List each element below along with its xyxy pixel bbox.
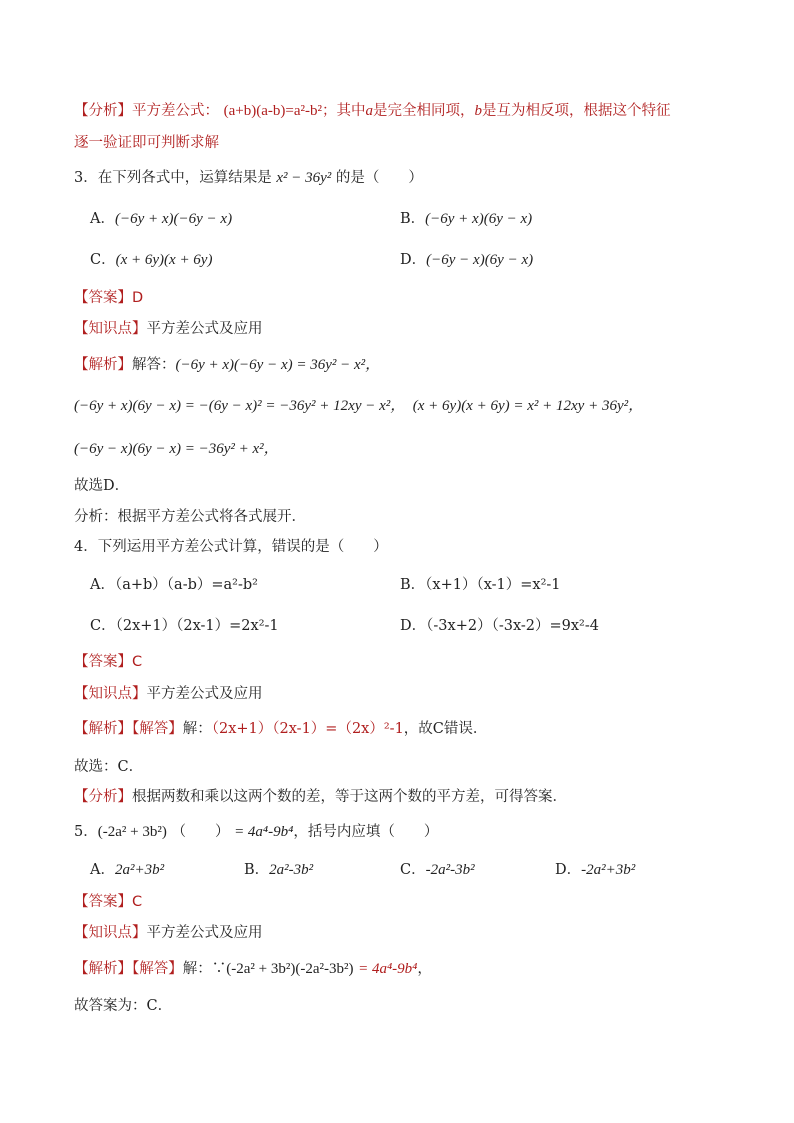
q5-answer <box>74 893 142 911</box>
intro-line-1 <box>74 102 670 120</box>
q5-blank: （ ） <box>171 824 230 840</box>
q5-option-a[interactable] <box>90 861 164 879</box>
option-value: (−6y − x)(6y − x) <box>426 252 534 268</box>
summary-text: 根据两数和乘以这两个数的差，等于这两个数的平方差，可得答案． <box>132 789 567 805</box>
option-value: (−6y + x)(6y − x) <box>425 211 533 227</box>
option-value: （x+1）（x-1）=x²-1 <box>425 577 561 593</box>
q3-summary: 分析：根据平方差公式将各式展开． <box>74 509 306 525</box>
tag-analysis: 【解析】 <box>74 357 132 373</box>
tag-analysis: 【分析】 <box>74 789 132 805</box>
q3-option-a[interactable] <box>90 210 232 228</box>
q3-stem <box>74 169 423 187</box>
q5-option-b[interactable] <box>244 861 313 879</box>
analysis-text: 解答： <box>132 357 176 373</box>
analysis-prefix: 解：∵ <box>182 961 227 977</box>
q4-summary <box>74 788 567 806</box>
q4-answer <box>74 653 142 671</box>
tag-knowledge: 【知识点】 <box>74 925 147 941</box>
option-value: (−6y + x)(−6y − x) <box>114 211 233 227</box>
tag-analysis: 【分析】 <box>74 103 132 119</box>
intro-line-2: 逐一验证即可判断求解 <box>74 135 219 151</box>
knowledge-text: 平方差公式及应用 <box>146 686 263 702</box>
analysis-result: = 4a⁴-9b⁴ <box>358 961 418 977</box>
tag-analysis-answer: 【解析】【解答】 <box>74 961 183 977</box>
option-label: A． <box>90 862 115 878</box>
q4-option-c[interactable] <box>90 617 279 635</box>
q5-conclusion: 故答案为：C． <box>74 998 173 1014</box>
option-label: D． <box>400 618 427 634</box>
q3-option-c[interactable] <box>90 251 212 269</box>
analysis-suffix: ，故C错误． <box>403 721 488 737</box>
q3-option-d[interactable] <box>400 251 533 269</box>
option-label: D． <box>400 252 427 268</box>
q5-option-c[interactable] <box>400 861 475 879</box>
intro-formula: (a+b)(a-b)=a²-b² <box>223 103 322 119</box>
option-label: B． <box>400 211 426 227</box>
q5-number: 5． <box>74 824 98 840</box>
q4-option-b[interactable] <box>400 576 561 594</box>
option-value: （-3x+2）（-3x-2）=9x²-4 <box>426 618 599 634</box>
answer-value: D <box>132 290 144 306</box>
option-value: (x + 6y)(x + 6y) <box>115 252 213 268</box>
answer-value: C <box>132 654 143 670</box>
q3-stem-end: 的是（ ） <box>335 170 423 186</box>
q3-stem-text: 3．在下列各式中，运算结果是 <box>74 170 272 186</box>
tag-knowledge: 【知识点】 <box>74 321 147 337</box>
analysis-expr: (−6y + x)(−6y − x) = 36y² − x²， <box>175 357 381 373</box>
q5-stem-end: ，括号内应填（ ） <box>293 824 439 840</box>
intro-var-a: a <box>365 103 373 119</box>
option-label: A． <box>90 577 115 593</box>
knowledge-text: 平方差公式及应用 <box>146 321 263 337</box>
tag-analysis-answer: 【解析】【解答】 <box>74 721 183 737</box>
intro-text-2: ；其中 <box>321 103 366 119</box>
knowledge-text: 平方差公式及应用 <box>146 925 263 941</box>
option-label: C． <box>90 618 116 634</box>
option-value: （a+b）（a-b）=a²-b² <box>114 577 258 593</box>
option-value: -2a²+3b² <box>581 862 636 878</box>
intro-text-3: 是完全相同项， <box>372 103 475 119</box>
q3-knowledge-point <box>74 320 263 338</box>
q4-stem: 4．下列运用平方差公式计算，错误的是（ ） <box>74 539 388 555</box>
q3-answer <box>74 289 143 307</box>
option-label: C． <box>90 252 116 268</box>
tag-answer: 【答案】 <box>74 654 132 670</box>
option-label: A． <box>90 211 115 227</box>
q3-conclusion: 故选D． <box>74 478 130 494</box>
q5-analysis <box>74 960 432 978</box>
option-label: D． <box>555 862 582 878</box>
intro-var-b: b <box>474 103 482 119</box>
q5-option-d[interactable] <box>555 861 635 879</box>
q3-stem-expr: x² − 36y² <box>276 170 332 186</box>
option-value: （2x+1）（2x-1）=2x²-1 <box>115 618 279 634</box>
option-label: C． <box>400 862 426 878</box>
q5-knowledge-point <box>74 924 263 942</box>
option-value: 2a²-3b² <box>269 862 314 878</box>
q5-equals: = 4a⁴-9b⁴ <box>234 824 294 840</box>
q3-option-b[interactable] <box>400 210 532 228</box>
q5-stem <box>74 823 438 841</box>
option-label: B． <box>400 577 426 593</box>
analysis-end: ， <box>417 961 432 977</box>
tag-answer: 【答案】 <box>74 894 132 910</box>
q4-conclusion: 故选：C． <box>74 759 144 775</box>
q3-analysis-line-2: (−6y + x)(6y − x) = −(6y − x)² = −36y² + 12xy − x²， (x + 6y)(x + 6y) = x² + 12xy + 36y²， <box>74 398 644 414</box>
option-value: 2a²+3b² <box>114 862 165 878</box>
answer-value: C <box>132 894 143 910</box>
q4-option-a[interactable] <box>90 576 258 594</box>
analysis-prefix: 解： <box>182 721 212 737</box>
q4-analysis <box>74 720 487 738</box>
q4-option-d[interactable] <box>400 617 599 635</box>
analysis-expr: （2x+1）（2x-1）=（2x）²-1 <box>211 721 404 737</box>
option-value: -2a²-3b² <box>425 862 475 878</box>
q4-knowledge-point <box>74 685 263 703</box>
analysis-expr: (-2a² + 3b²)(-2a²-3b²) <box>226 961 354 977</box>
tag-knowledge: 【知识点】 <box>74 686 147 702</box>
tag-answer: 【答案】 <box>74 290 132 306</box>
q3-analysis-line-3: (−6y − x)(6y − x) = −36y² + x²， <box>74 441 279 457</box>
q3-analysis-line-1 <box>74 356 380 374</box>
intro-text: 平方差公式： <box>132 103 219 119</box>
intro-text-4: 是互为相反项，根据这个特征 <box>481 103 671 119</box>
q5-expr: (-2a² + 3b²) <box>97 824 167 840</box>
option-label: B． <box>244 862 270 878</box>
